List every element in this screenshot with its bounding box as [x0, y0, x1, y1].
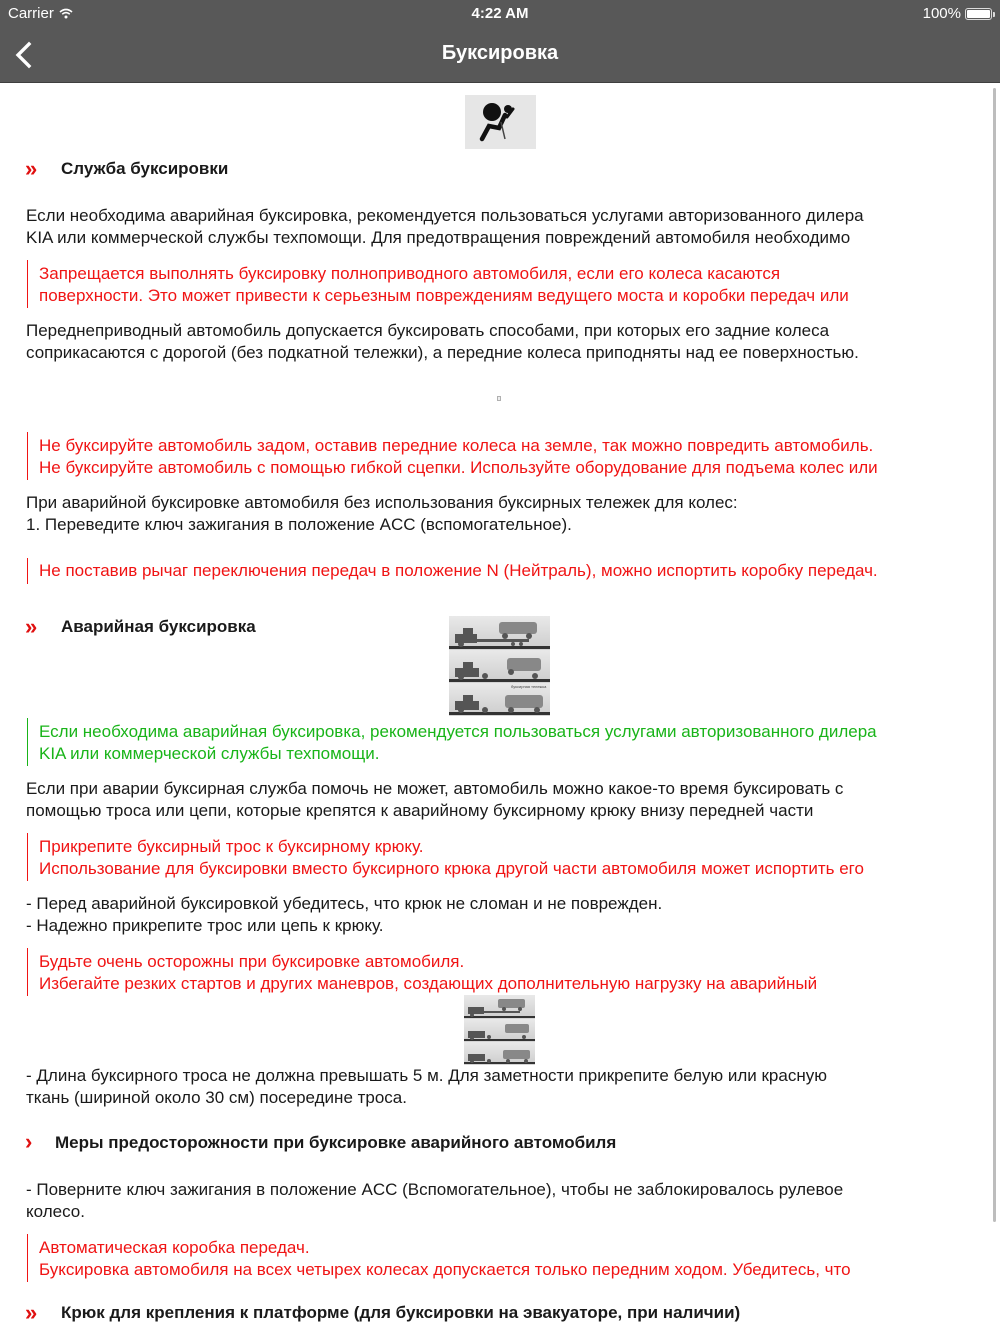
section-heading: Меры предосторожности при буксировке аварийного автомобиля [55, 1133, 617, 1152]
vertical-scrollbar[interactable] [993, 88, 996, 1222]
text-line: - Надежно прикрепите трос или цепь к крюку. [26, 916, 384, 935]
text-line: При аварийной буксировке автомобиля без использования буксирных тележек для колес: [26, 493, 738, 512]
airbag-warning-icon [465, 95, 536, 149]
chevron-right-icon: › [25, 1129, 33, 1154]
text-line: - Поверните ключ зажигания в положение ACC (Вспомогательное), чтобы не заблокировалось рулевое [26, 1180, 844, 1199]
text-line: ткань (шириной около 30 см) посередине троса. [26, 1088, 407, 1107]
paragraph [26, 778, 843, 822]
text-line: Использование для буксировки вместо буксирного крюка другой части автомобиля может испортить его [39, 859, 864, 878]
text-line: KIA или коммерческой службы техпомощи. Для предотвращения повреждений автомобиля необходимо [26, 228, 851, 247]
warning-text [39, 560, 878, 582]
note-bar [27, 718, 28, 766]
text-line: Переднеприводный автомобиль допускается буксировать способами, при которых его задние колеса [26, 321, 830, 340]
broken-image-placeholder [497, 396, 501, 401]
section-heading: Крюк для крепления к платформе (для буксировки на эвакуаторе, при наличии) [61, 1303, 741, 1322]
text-line: колесо. [26, 1202, 85, 1221]
battery-status [923, 5, 992, 22]
paragraph [26, 893, 662, 937]
double-chevron-right-icon: » [25, 614, 38, 639]
tow-truck-methods-illustration [449, 616, 550, 716]
warning-text [39, 1237, 851, 1281]
text-line: Если при аварии буксирная служба помочь не может, автомобиль можно какое-то время буксировать с [26, 779, 844, 798]
text-line: Если необходима аварийная буксировка, рекомендуется пользоваться услугами авторизованного дилера [39, 722, 877, 741]
note-text [39, 721, 877, 765]
text-line: поверхности. Это может привести к серьезным повреждениям ведущего моста и коробки передач или [39, 286, 849, 305]
warning-text [39, 435, 878, 479]
text-line: Буксировка автомобиля на всех четырех колесах допускается только передним ходом. Убедитесь, что [39, 1260, 851, 1279]
warning-text [39, 836, 864, 880]
article-content[interactable] [0, 84, 1000, 1333]
paragraph [26, 205, 864, 249]
text-line: Автоматическая коробка передач. [39, 1238, 310, 1257]
top-bar [0, 0, 1000, 83]
text-line: 1. Переведите ключ зажигания в положение ACC (вспомогательное). [26, 515, 572, 534]
warning-bar [27, 1234, 28, 1282]
paragraph [26, 320, 859, 364]
text-line: Запрещается выполнять буксировку полноприводного автомобиля, если его колеса касаются [39, 264, 781, 283]
warning-text [39, 263, 849, 307]
text-line: Избегайте резких стартов и других маневров, создающих дополнительную нагрузку на аварийный [39, 974, 818, 993]
paragraph [26, 492, 738, 536]
text-line: Будьте очень осторожны при буксировке автомобиля. [39, 952, 465, 971]
navigation-bar [0, 28, 1000, 83]
text-line: соприкасаются с дорогой (без подкатной тележки), а передние колеса приподняты над ее поверхностью. [26, 343, 859, 362]
paragraph [26, 1179, 843, 1223]
warning-bar [27, 558, 28, 584]
text-line: Не буксируйте автомобиль с помощью гибкой сцепки. Используйте оборудование для подъема колес или [39, 458, 878, 477]
text-line: KIA или коммерческой службы техпомощи. [39, 744, 380, 763]
double-chevron-right-icon: » [25, 156, 38, 181]
battery-icon [965, 8, 992, 20]
carrier-label: Carrier [8, 5, 54, 22]
warning-bar [27, 833, 28, 881]
page-title: Буксировка [441, 42, 559, 64]
text-line: - Перед аварийной буксировкой убедитесь, что крюк не сломан и не поврежден. [26, 894, 663, 913]
illustration-caption: буксирная тележка [511, 684, 547, 689]
status-time: 4:22 AM [471, 5, 529, 22]
battery-percent: 100% [922, 5, 961, 22]
warning-text [39, 951, 817, 995]
text-line: Не поставив рычаг переключения передач в положение N (Нейтраль), можно испортить коробку передач. [39, 561, 878, 580]
text-line: Если необходима аварийная буксировка, рекомендуется пользоваться услугами авторизованного дилера [26, 206, 864, 225]
text-line: помощью троса или цепи, которые крепятся к аварийному буксирному крюку внизу передней части [26, 801, 814, 820]
section-heading: Аварийная буксировка [61, 617, 256, 636]
text-line: Прикрепите буксирный трос к буксирному крюку. [39, 837, 424, 856]
warning-bar [27, 260, 28, 308]
warning-bar [27, 432, 28, 480]
warning-bar [27, 948, 28, 996]
section-heading: Служба буксировки [61, 159, 229, 178]
tow-truck-methods-illustration-small [464, 995, 535, 1065]
double-chevron-right-icon: » [25, 1300, 38, 1325]
status-bar [0, 0, 1000, 28]
text-line: - Длина буксирного троса не должна превышать 5 м. Для заметности прикрепите белую или красную [26, 1066, 827, 1085]
text-line: Не буксируйте автомобиль задом, оставив передние колеса на земле, так можно повредить автомобиль. [39, 436, 874, 455]
paragraph [26, 1065, 827, 1109]
